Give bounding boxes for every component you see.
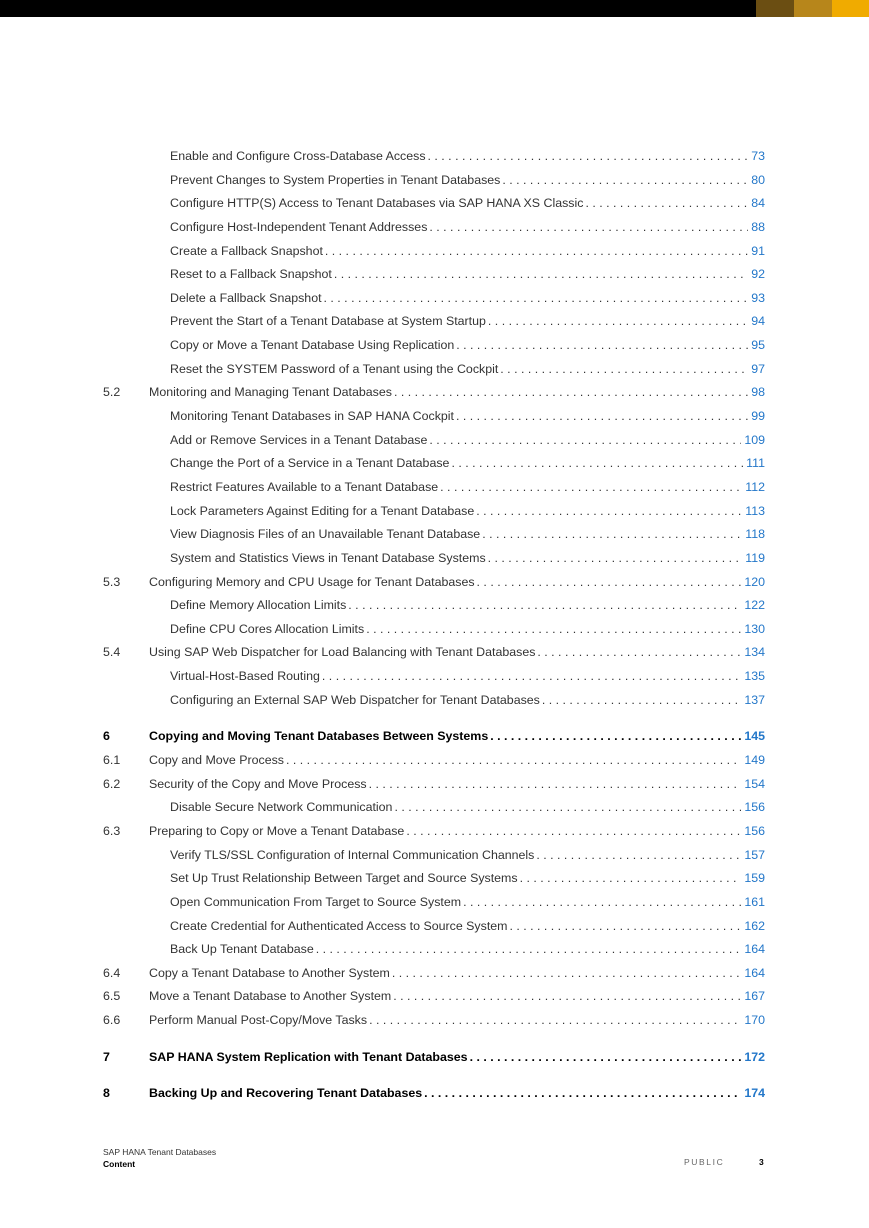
toc-dot-leader	[391, 985, 741, 1009]
toc-entry-line	[149, 1082, 765, 1106]
toc-dot-leader	[461, 891, 741, 915]
toc-entry-number: 6.6	[103, 1013, 121, 1028]
toc-page-link[interactable]: 157	[744, 847, 765, 862]
toc-page-link[interactable]: 130	[744, 621, 765, 636]
toc-page-link[interactable]: 118	[745, 527, 765, 542]
toc-page-link[interactable]: 122	[744, 598, 765, 613]
toc-section-entry[interactable]	[0, 820, 869, 844]
toc-dot-leader	[583, 192, 748, 216]
toc-subsection-entry[interactable]	[0, 145, 869, 169]
toc-dot-leader	[468, 1046, 742, 1070]
accent-stripe-gold	[832, 0, 869, 17]
toc-page-link[interactable]: 92	[751, 267, 765, 282]
toc-entry-title[interactable]: System and Statistics Views in Tenant Database Systems	[170, 550, 486, 565]
toc-entry-line	[170, 938, 765, 962]
toc-subsection-entry[interactable]	[0, 334, 869, 358]
toc-subsection-entry[interactable]	[0, 452, 869, 476]
toc-subsection-entry[interactable]	[0, 429, 869, 453]
toc-entry-line	[149, 641, 765, 665]
toc-entry-title[interactable]: Open Communication From Target to Source System	[170, 894, 462, 909]
toc-entry-line	[170, 547, 765, 571]
toc-dot-leader	[486, 310, 748, 334]
toc-entry-title[interactable]: View Diagnosis Files of an Unavailable Tenant Database	[170, 527, 481, 542]
toc-section-entry[interactable]	[0, 571, 869, 595]
toc-entry-line	[170, 310, 765, 334]
toc-dot-leader	[500, 169, 748, 193]
toc-chapter-entry[interactable]	[0, 725, 869, 749]
toc-entry-number: 6	[103, 729, 110, 744]
toc-entry-line	[170, 145, 765, 169]
toc-entry-line	[170, 240, 765, 264]
toc-page-link[interactable]: 93	[751, 290, 765, 305]
toc-entry-title[interactable]: Reset the SYSTEM Password of a Tenant using the Cockpit	[170, 361, 499, 376]
toc-subsection-entry[interactable]	[0, 240, 869, 264]
toc-subsection-entry[interactable]	[0, 689, 869, 713]
toc-entry-title[interactable]: Change the Port of a Service in a Tenant Database	[170, 456, 450, 471]
toc-entry-line	[170, 476, 765, 500]
toc-page-link[interactable]: 84	[751, 196, 765, 211]
toc-page-link[interactable]: 95	[751, 338, 765, 353]
toc-dot-leader	[323, 240, 748, 264]
toc-subsection-entry[interactable]	[0, 867, 869, 891]
accent-stripe-dark-gold	[756, 0, 794, 17]
toc-page-link[interactable]: 164	[744, 942, 765, 957]
toc-entry-number: 6.2	[103, 776, 121, 791]
toc-entry-title[interactable]: Monitoring and Managing Tenant Databases	[149, 385, 392, 400]
toc-page-link[interactable]: 113	[745, 503, 765, 518]
toc-entry-title[interactable]: Copy or Move a Tenant Database Using Replication	[170, 338, 455, 353]
toc-section-entry[interactable]	[0, 985, 869, 1009]
toc-entry-title[interactable]: Move a Tenant Database to Another System	[149, 989, 392, 1004]
toc-section-entry[interactable]	[0, 1009, 869, 1033]
toc-page-link[interactable]: 91	[751, 243, 765, 258]
toc-entry-title[interactable]: Perform Manual Post-Copy/Move Tasks	[149, 1013, 368, 1028]
toc-dot-leader	[392, 796, 741, 820]
toc-entry-line	[149, 773, 765, 797]
toc-entry-title[interactable]: Using SAP Web Dispatcher for Load Balancing with Tenant Databases	[149, 645, 536, 660]
toc-entry-title[interactable]: Preparing to Copy or Move a Tenant Database	[149, 823, 405, 838]
toc-section-entry[interactable]	[0, 773, 869, 797]
toc-entry-line	[149, 381, 765, 405]
toc-entry-title[interactable]: Configuring an External SAP Web Dispatcher for Tenant Databases	[170, 692, 540, 707]
toc-entry-line	[170, 452, 765, 476]
toc-page-link[interactable]: 154	[744, 776, 765, 791]
toc-entry-title[interactable]: Delete a Fallback Snapshot	[170, 290, 322, 305]
toc-dot-leader	[454, 405, 748, 429]
toc-page-link[interactable]: 172	[744, 1049, 765, 1064]
toc-entry-line	[149, 749, 765, 773]
toc-entry-line	[170, 216, 765, 240]
toc-subsection-entry[interactable]	[0, 263, 869, 287]
toc-entry-title[interactable]: Backing Up and Recovering Tenant Databases	[149, 1086, 423, 1101]
toc-entry-title[interactable]: Copy and Move Process	[149, 753, 284, 768]
toc-dot-leader	[404, 820, 741, 844]
toc-entry-number: 5.3	[103, 574, 121, 589]
toc-page-link[interactable]: 111	[746, 456, 765, 471]
toc-page-link[interactable]: 134	[744, 645, 765, 660]
toc-dot-leader	[322, 287, 749, 311]
toc-entry-line	[170, 891, 765, 915]
toc-dot-leader	[314, 938, 742, 962]
toc-entry-number: 6.1	[103, 753, 121, 768]
toc-entry-line	[170, 192, 765, 216]
toc-page-link[interactable]: 156	[744, 823, 765, 838]
toc-entry-title[interactable]: Lock Parameters Against Editing for a Tenant Database	[170, 503, 475, 518]
toc-subsection-entry[interactable]	[0, 594, 869, 618]
toc-entry-number: 6.3	[103, 823, 121, 838]
toc-dot-leader	[427, 429, 741, 453]
toc-page-link[interactable]: 135	[744, 669, 765, 684]
toc-entry-line	[170, 334, 765, 358]
toc-entry-line	[149, 985, 765, 1009]
toc-dot-leader	[488, 725, 741, 749]
toc-entry-title[interactable]: Verify TLS/SSL Configuration of Internal Communication Channels	[170, 847, 535, 862]
toc-subsection-entry[interactable]	[0, 476, 869, 500]
toc-entry-line	[170, 867, 765, 891]
footer-classification: PUBLIC	[684, 1157, 725, 1167]
toc-dot-leader	[427, 216, 748, 240]
toc-entry-title[interactable]: Configure HTTP(S) Access to Tenant Databases via SAP HANA XS Classic	[170, 196, 584, 211]
toc-subsection-entry[interactable]	[0, 938, 869, 962]
toc-dot-leader	[480, 523, 742, 547]
toc-dot-leader	[367, 1009, 741, 1033]
toc-section-entry[interactable]	[0, 749, 869, 773]
toc-page-link[interactable]: 145	[744, 729, 765, 744]
toc-entry-title[interactable]: SAP HANA System Replication with Tenant Databases	[149, 1049, 468, 1064]
toc-dot-leader	[392, 381, 748, 405]
toc-subsection-entry[interactable]	[0, 547, 869, 571]
toc-entry-line	[149, 820, 765, 844]
toc-dot-leader	[422, 1082, 741, 1106]
toc-section-entry[interactable]	[0, 962, 869, 986]
toc-subsection-entry[interactable]	[0, 192, 869, 216]
toc-entry-line	[170, 500, 765, 524]
toc-entry-title[interactable]: Create Credential for Authenticated Access to Source System	[170, 918, 508, 933]
toc-entry-line	[170, 429, 765, 453]
toc-entry-title[interactable]: Configuring Memory and CPU Usage for Tenant Databases	[149, 574, 475, 589]
toc-page-link[interactable]: 120	[744, 574, 765, 589]
toc-subsection-entry[interactable]	[0, 665, 869, 689]
toc-entry-title[interactable]: Restrict Features Available to a Tenant Database	[170, 479, 439, 494]
toc-subsection-entry[interactable]	[0, 287, 869, 311]
toc-entry-title[interactable]: Define CPU Cores Allocation Limits	[170, 621, 365, 636]
toc-dot-leader	[367, 773, 742, 797]
toc-entry-line	[170, 618, 765, 642]
toc-entry-title[interactable]: Enable and Configure Cross-Database Access	[170, 149, 426, 163]
toc-page-link[interactable]: 162	[744, 918, 765, 933]
toc-entry-number: 8	[103, 1086, 110, 1101]
toc-page-link[interactable]: 119	[745, 550, 765, 565]
toc-page-link[interactable]: 156	[744, 800, 765, 815]
footer-section: Content	[103, 1159, 136, 1169]
toc-subsection-entry[interactable]	[0, 523, 869, 547]
toc-dot-leader	[320, 665, 741, 689]
toc-dot-leader	[390, 962, 741, 986]
toc-page-link[interactable]: 99	[751, 409, 765, 424]
toc-entry-title[interactable]: Prevent the Start of a Tenant Database at System Startup	[170, 314, 486, 329]
toc-entry-title[interactable]: Security of the Copy and Move Process	[149, 776, 367, 791]
toc-subsection-entry[interactable]	[0, 405, 869, 429]
toc-subsection-entry[interactable]	[0, 310, 869, 334]
toc-section-entry[interactable]	[0, 641, 869, 665]
toc-entry-line	[149, 571, 765, 595]
toc-page-link[interactable]: 112	[745, 479, 765, 494]
toc-dot-leader	[284, 749, 741, 773]
toc-entry-line	[149, 1009, 765, 1033]
toc-entry-line	[170, 358, 765, 382]
toc-entry-line	[170, 796, 765, 820]
toc-dot-leader	[364, 618, 741, 642]
toc-page-link[interactable]: 109	[744, 432, 765, 447]
toc-subsection-entry[interactable]	[0, 796, 869, 820]
toc-dot-leader	[540, 689, 741, 713]
toc-page-link[interactable]: 174	[744, 1086, 765, 1101]
toc-entry-title[interactable]: Add or Remove Services in a Tenant Database	[170, 432, 428, 447]
toc-entry-line	[170, 405, 765, 429]
toc-entry-line	[170, 915, 765, 939]
toc-dot-leader	[346, 594, 741, 618]
toc-entry-title[interactable]: Prevent Changes to System Properties in Tenant Databases	[170, 172, 501, 187]
table-of-contents	[0, 145, 869, 1106]
toc-page-link[interactable]: 167	[744, 989, 765, 1004]
toc-chapter-entry[interactable]	[0, 1046, 869, 1070]
footer-doc-title: SAP HANA Tenant Databases	[103, 1147, 217, 1157]
toc-page-link[interactable]: 94	[751, 314, 765, 329]
toc-entry-line	[149, 1046, 765, 1070]
toc-dot-leader	[426, 145, 749, 169]
toc-entry-title[interactable]: Disable Secure Network Communication	[170, 800, 393, 815]
toc-entry-line	[170, 287, 765, 311]
toc-dot-leader	[535, 641, 741, 665]
toc-subsection-entry[interactable]	[0, 844, 869, 868]
header-accent-bar	[0, 0, 869, 17]
toc-entry-number: 6.5	[103, 989, 121, 1004]
toc-dot-leader	[449, 452, 743, 476]
toc-section-entry[interactable]	[0, 381, 869, 405]
toc-page-link[interactable]: 80	[751, 172, 765, 187]
toc-entry-line	[149, 725, 765, 749]
toc-entry-title[interactable]: Copy a Tenant Database to Another System	[149, 965, 390, 980]
toc-entry-line	[170, 594, 765, 618]
toc-page-link[interactable]: 98	[751, 385, 765, 400]
toc-dot-leader	[454, 334, 748, 358]
toc-page-link[interactable]: 137	[744, 692, 765, 707]
toc-entry-line	[170, 844, 765, 868]
toc-entry-line	[170, 665, 765, 689]
toc-entry-line	[170, 689, 765, 713]
toc-entry-number: 6.4	[103, 965, 121, 980]
toc-page-link[interactable]: 73	[751, 149, 765, 163]
toc-entry-title[interactable]: Create a Fallback Snapshot	[170, 243, 323, 258]
toc-entry-title[interactable]: Reset to a Fallback Snapshot	[170, 267, 332, 282]
footer-doc-info	[103, 1146, 216, 1170]
toc-entry-line	[170, 169, 765, 193]
toc-page-link[interactable]: 159	[744, 871, 765, 886]
toc-entry-title[interactable]: Set Up Trust Relationship Between Target and Source Systems	[170, 871, 518, 886]
toc-entry-number: 5.2	[103, 385, 121, 400]
accent-stripe-mid-gold	[794, 0, 832, 17]
toc-subsection-entry[interactable]	[0, 915, 869, 939]
toc-dot-leader	[475, 571, 742, 595]
toc-entry-title[interactable]: Virtual-Host-Based Routing	[170, 669, 320, 684]
toc-entry-line	[149, 962, 765, 986]
toc-subsection-entry[interactable]	[0, 169, 869, 193]
toc-dot-leader	[486, 547, 743, 571]
toc-subsection-entry[interactable]	[0, 891, 869, 915]
toc-dot-leader	[332, 263, 748, 287]
toc-subsection-entry[interactable]	[0, 216, 869, 240]
toc-page-link[interactable]: 88	[751, 219, 765, 234]
footer-page-number: 3	[759, 1157, 764, 1167]
toc-page-link[interactable]: 161	[744, 894, 765, 909]
toc-subsection-entry[interactable]	[0, 618, 869, 642]
toc-subsection-entry[interactable]	[0, 358, 869, 382]
toc-entry-line	[170, 263, 765, 287]
toc-dot-leader	[507, 915, 741, 939]
toc-dot-leader	[534, 844, 741, 868]
toc-page-link[interactable]: 149	[744, 753, 765, 768]
toc-entry-line	[170, 523, 765, 547]
toc-dot-leader	[474, 500, 742, 524]
toc-dot-leader	[498, 358, 748, 382]
toc-entry-title[interactable]: Configure Host-Independent Tenant Addresses	[170, 219, 428, 234]
toc-page-link[interactable]: 97	[751, 361, 765, 376]
toc-dot-leader	[438, 476, 742, 500]
toc-entry-title[interactable]: Back Up Tenant Database	[170, 942, 314, 957]
toc-page-link[interactable]: 170	[744, 1013, 765, 1028]
toc-entry-title[interactable]: Define Memory Allocation Limits	[170, 598, 347, 613]
toc-page-link[interactable]: 164	[744, 965, 765, 980]
toc-entry-number: 7	[103, 1049, 110, 1064]
toc-subsection-entry[interactable]	[0, 500, 869, 524]
toc-entry-title[interactable]: Monitoring Tenant Databases in SAP HANA Cockpit	[170, 409, 454, 424]
toc-entry-title[interactable]: Copying and Moving Tenant Databases Between Systems	[149, 729, 489, 744]
toc-dot-leader	[518, 867, 742, 891]
toc-entry-number: 5.4	[103, 645, 121, 660]
toc-chapter-entry[interactable]	[0, 1082, 869, 1106]
